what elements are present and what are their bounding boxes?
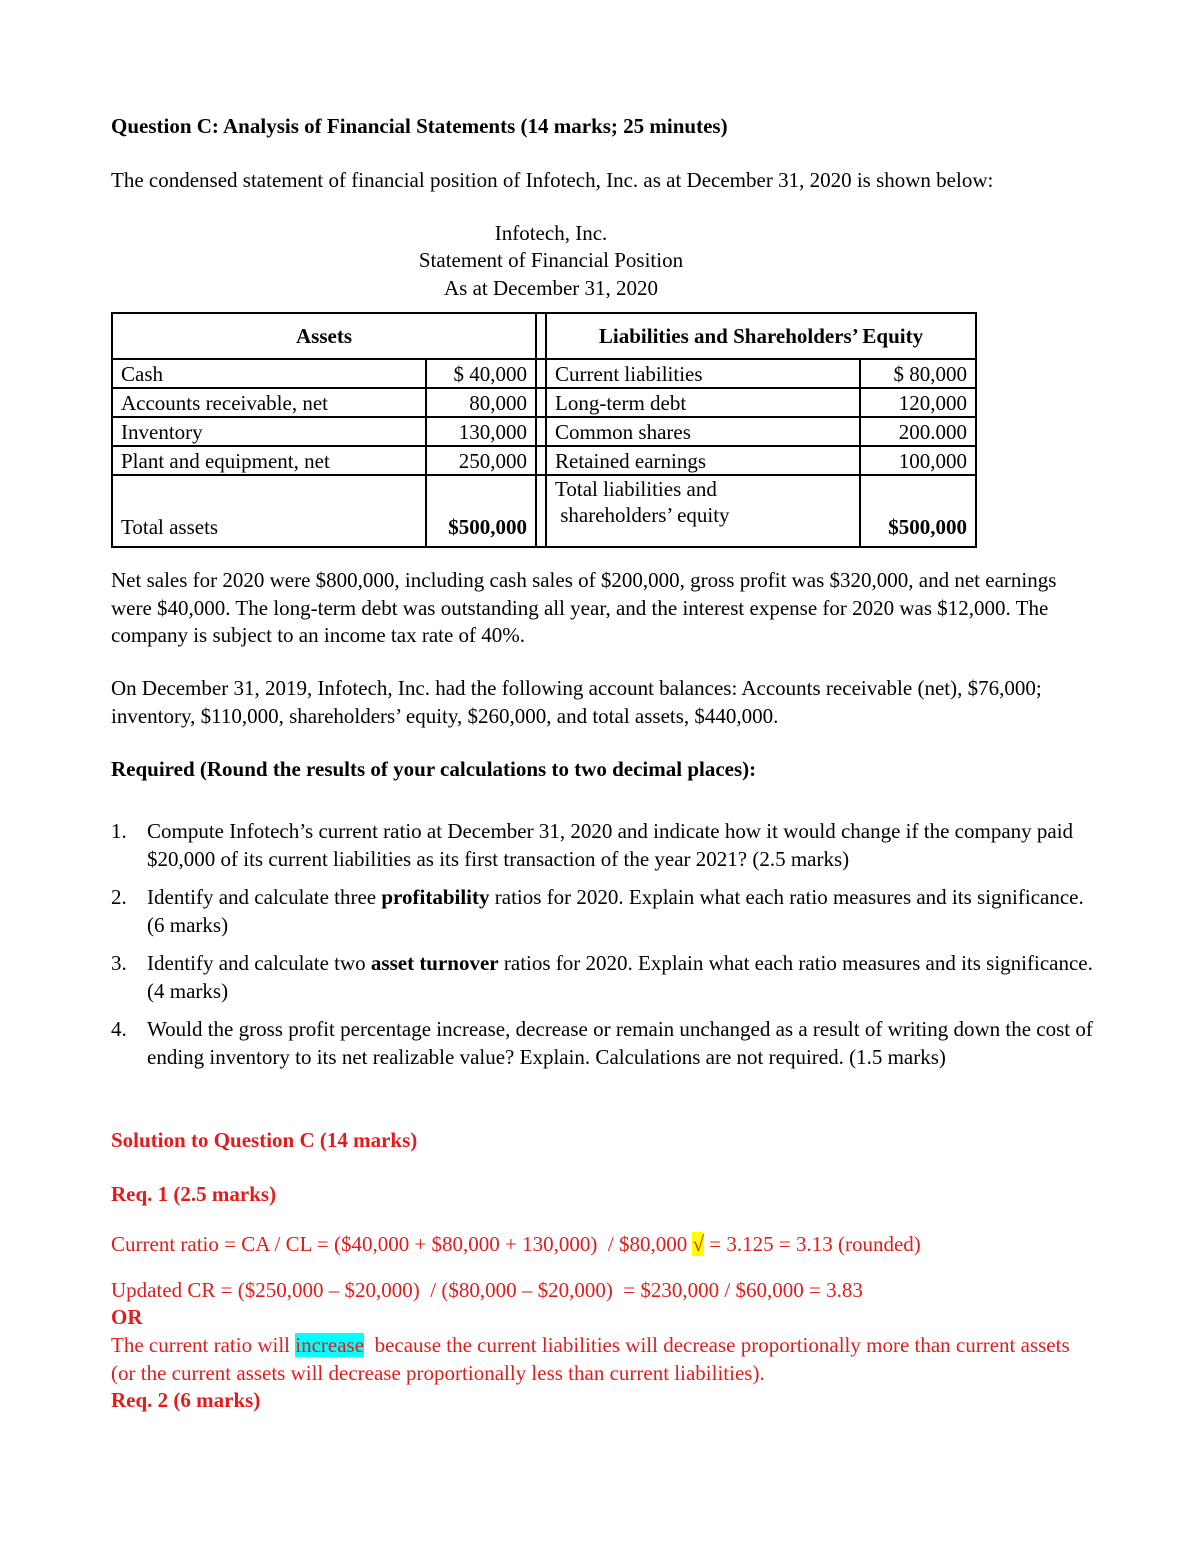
table-gap [536,417,546,446]
list-text-post: ratios for 2020. Explain what each ratio measures and its significance. (6 marks) [147,885,1084,937]
table-row [112,359,976,388]
liability-value: 100,000 [860,446,976,475]
solution-heading: Solution to Question C (14 marks) [111,1128,418,1152]
explanation-post: because the current liabilities will decrease proportionally more than current assets (or the current assets will decrease proportionally less than current liabilities). [111,1333,1081,1385]
current-ratio-line [111,1232,921,1257]
statement-title: Statement of Financial Position [418,248,684,272]
total-assets-label: Total assets [112,475,426,547]
liability-value: $ 80,000 [860,359,976,388]
table-row [112,446,976,475]
current-ratio-formula: Current ratio = CA / CL = ($40,000 + $80,000 + 130,000) / $80,000 [111,1232,693,1256]
paragraph-balances: On December 31, 2019, Infotech, Inc. had the following account balances: Accounts receivable (net), $76,000; inventory, $110,000, shareholders’ equity, $260,000, and total assets, $440,000. [111,676,1042,728]
asset-value: 250,000 [426,446,536,475]
req1-heading: Req. 1 (2.5 marks) [111,1182,277,1206]
or-label: OR [111,1305,143,1329]
current-ratio-result: = 3.125 = 3.13 (rounded) [704,1232,921,1256]
asset-value: $ 40,000 [426,359,536,388]
list-text-bold: asset turnover [370,951,499,975]
table-row [112,388,976,417]
list-number: 3. [111,951,127,975]
list-item [111,1016,1096,1071]
list-text: Compute Infotech’s current ratio at December 31, 2020 and indicate how it would change if the company paid $20,000 of its current liabilities as its first transaction of the year 2021? (2.5 marks) [147,819,1074,871]
list-text-pre: Identify and calculate two [147,951,371,975]
required-list [111,818,1096,1082]
list-number: 2. [111,885,127,909]
total-assets-value: $500,000 [426,475,536,547]
asset-label: Accounts receivable, net [112,388,426,417]
table-gap [536,313,546,359]
liability-value: 200.000 [860,417,976,446]
table-header-row [112,313,976,359]
table-row [112,417,976,446]
total-liabilities-label-line2: shareholders’ equity [555,503,730,527]
table-gap [536,388,546,417]
table-gap [536,475,546,547]
list-text: Would the gross profit percentage increase, decrease or remain unchanged as a result of writing down the cost of ending inventory to its net realizable value? Explain. Calculations are not required. (1.5 marks) [147,1017,1093,1069]
list-number: 4. [111,1017,127,1041]
assets-header: Assets [112,313,536,359]
explanation-highlight: increase [295,1333,365,1357]
asset-label: Plant and equipment, net [112,446,426,475]
liability-label: Current liabilities [546,359,860,388]
table-gap [536,359,546,388]
total-liabilities-label [546,475,860,547]
list-text-pre: Identify and calculate three [147,885,382,909]
liability-label: Common shares [546,417,860,446]
current-ratio-explanation [111,1332,1096,1387]
req2-heading: Req. 2 (6 marks) [111,1388,261,1412]
asset-label: Cash [112,359,426,388]
liability-label: Retained earnings [546,446,860,475]
liability-value: 120,000 [860,388,976,417]
paragraph-sales: Net sales for 2020 were $800,000, including cash sales of $200,000, gross profit was $320,000, and net earnings were $40,000. The long-term debt was outstanding all year, and the interest expense for 2020 was $12,000. The company is subject to an income tax rate of 40%. [111,568,1057,647]
asset-value: 80,000 [426,388,536,417]
table-gap [536,446,546,475]
total-liabilities-value: $500,000 [860,475,976,547]
liabilities-header: Liabilities and Shareholders’ Equity [546,313,976,359]
list-item [111,950,1096,1005]
statement-date: As at December 31, 2020 [443,276,659,300]
company-name: Infotech, Inc. [494,221,608,245]
list-text-post: ratios for 2020. Explain what each ratio measures and its significance. (4 marks) [147,951,1093,1003]
list-item [111,884,1096,939]
intro-paragraph: The condensed statement of financial position of Infotech, Inc. as at December 31, 2020 is shown below: [111,168,994,192]
required-heading: Required (Round the results of your calculations to two decimal places): [111,757,757,781]
list-item [111,818,1096,873]
total-liabilities-label-line1: Total liabilities and [555,477,717,501]
asset-label: Inventory [112,417,426,446]
updated-cr-line: Updated CR = ($250,000 – $20,000) / ($80,000 – $20,000) = $230,000 / $60,000 = 3.83 [111,1278,863,1302]
financial-position-table [111,312,977,548]
table-total-row [112,475,976,547]
list-number: 1. [111,819,127,843]
asset-value: 130,000 [426,417,536,446]
liability-label: Long-term debt [546,388,860,417]
explanation-pre: The current ratio will [111,1333,296,1357]
list-text-bold: profitability [381,885,490,909]
checkmark-icon: √ [692,1232,705,1256]
question-title: Question C: Analysis of Financial Statements (14 marks; 25 minutes) [111,114,728,138]
